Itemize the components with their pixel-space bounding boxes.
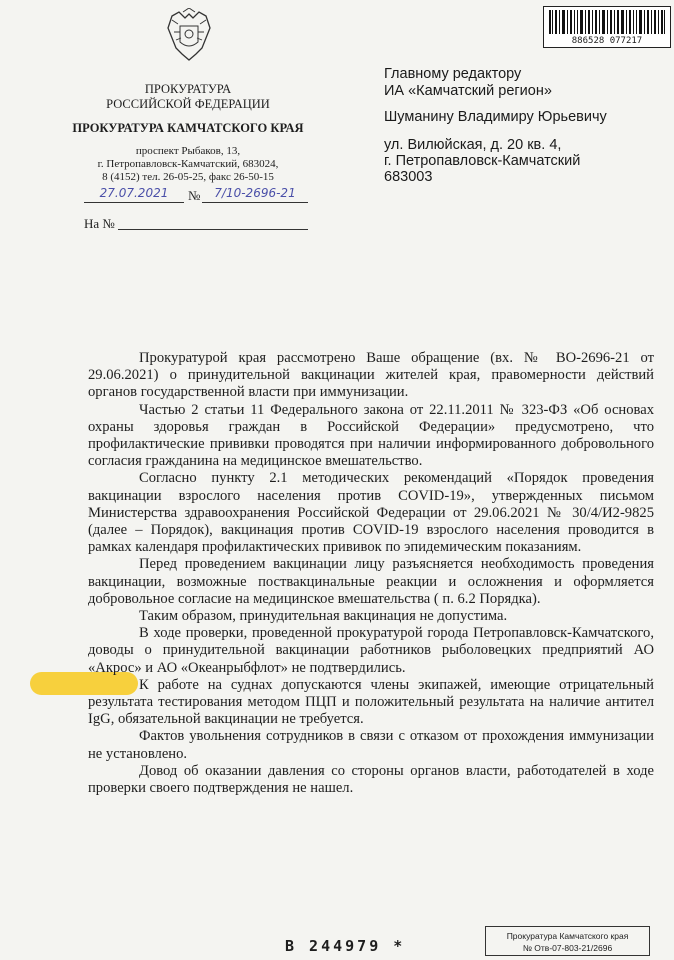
paragraph-7: К работе на суднах допускаются члены экипажей, имеющие отрицательный результата тестирования методом ПЦП и положительный результата на наличие антител IgG, обязательной вакцинации не требуется. xyxy=(88,676,654,728)
paragraph-9: Довод об оказании давления со стороны органов власти, работодателей в ходе проверки своего подтверждения не нашел. xyxy=(88,762,654,797)
barcode-number: 886528 077217 xyxy=(571,36,643,46)
paragraph-5: Таким образом, принудительная вакцинация не допустима. xyxy=(139,608,508,625)
org-name-line1: ПРОКУРАТУРА xyxy=(144,82,232,96)
stamp-line2: № Отв-07-803-21/2696 xyxy=(522,943,613,953)
recipient-address-line2: г. Петропавловск-Камчатский xyxy=(384,153,581,169)
paragraph-3: Согласно пункту 2.1 методических рекомендаций «Порядок проведения вакцинации взрослого населения против COVID-19», утвержденных письмом Министерства здравоохранения Российской Федерации от 29.06.2021 № 30/4/И2-9825 (далее – Порядок), вакцинация против COVID-19 взрослого населения проводится в рамках календаря профилактических прививок по эпидемическим показаниям. xyxy=(88,470,654,556)
org-address-line3: 8 (4152) тел. 26-05-25, факс 26-50-15 xyxy=(102,171,274,183)
recipient-address-line1: ул. Вилюйская, д. 20 кв. 4, xyxy=(384,137,562,153)
barcode xyxy=(543,6,671,48)
org-address-line2: г. Петропавловск-Камчатский, 683024, xyxy=(97,158,279,170)
paragraph-2: Частью 2 статьи 11 Федерального закона от 22.11.2011 № 323-ФЗ «Об основах охраны здоровья граждан в Российской Федерации» предусмотрено, что профилактические прививки проводятся при наличии информированного добровольного согласия гражданина на медицинское вмешательство. xyxy=(88,401,654,470)
recipient-name: Шуманину Владимиру Юрьевичу xyxy=(384,109,607,125)
reply-label: На № xyxy=(84,216,115,231)
date-handwritten: 27.07.2021 xyxy=(84,186,184,203)
coat-of-arms-icon xyxy=(166,8,212,64)
number-handwritten: 7/10-2696-21 xyxy=(202,186,308,203)
reply-line xyxy=(118,229,308,230)
stamp-line1: Прокуратура Камчатского края xyxy=(506,931,629,941)
recipient-line2: ИА «Камчатский регион» xyxy=(384,83,552,99)
recipient-line1: Главному редактору xyxy=(384,66,522,82)
paragraph-8: Фактов увольнения сотрудников в связи с отказом от прохождения иммунизации не установлено. xyxy=(88,728,654,762)
paragraph-6: В ходе проверки, проведенной прокуратурой города Петропавловск-Камчатского, доводы о принудительной вакцинации работников рыболовецких предприятий АО «Акрос» и АО «Океанрыбфлот» не подтвердились. xyxy=(88,625,654,676)
registration-stamp xyxy=(485,926,650,956)
org-name-line2: РОССИЙСКОЙ ФЕДЕРАЦИИ xyxy=(106,97,270,111)
paragraph-4: Перед проведением вакцинации лицу разъясняется необходимость проведения вакцинации, возможные поствакцинальные реакции и осложнения и оформляется добровольное согласие на медицинское вмешательства ( п. 6.2 Порядка). xyxy=(88,556,654,607)
barcode-bars-icon xyxy=(549,10,665,34)
number-label: № xyxy=(188,188,201,203)
org-main-title: ПРОКУРАТУРА КАМЧАТСКОГО КРАЯ xyxy=(72,121,304,135)
paragraph-1: Прокуратурой края рассмотрено Ваше обращение (вх. № ВО-2696-21 от 29.06.2021) о принудительной вакцинации жителей края, правомерности действий органов государственной власти при иммунизации. xyxy=(88,350,654,401)
recipient-address-line3: 683003 xyxy=(384,169,433,185)
org-address-line1: проспект Рыбаков, 13, xyxy=(135,145,241,157)
letter-body xyxy=(88,350,654,797)
form-serial-number: В 244979 * xyxy=(285,937,406,955)
